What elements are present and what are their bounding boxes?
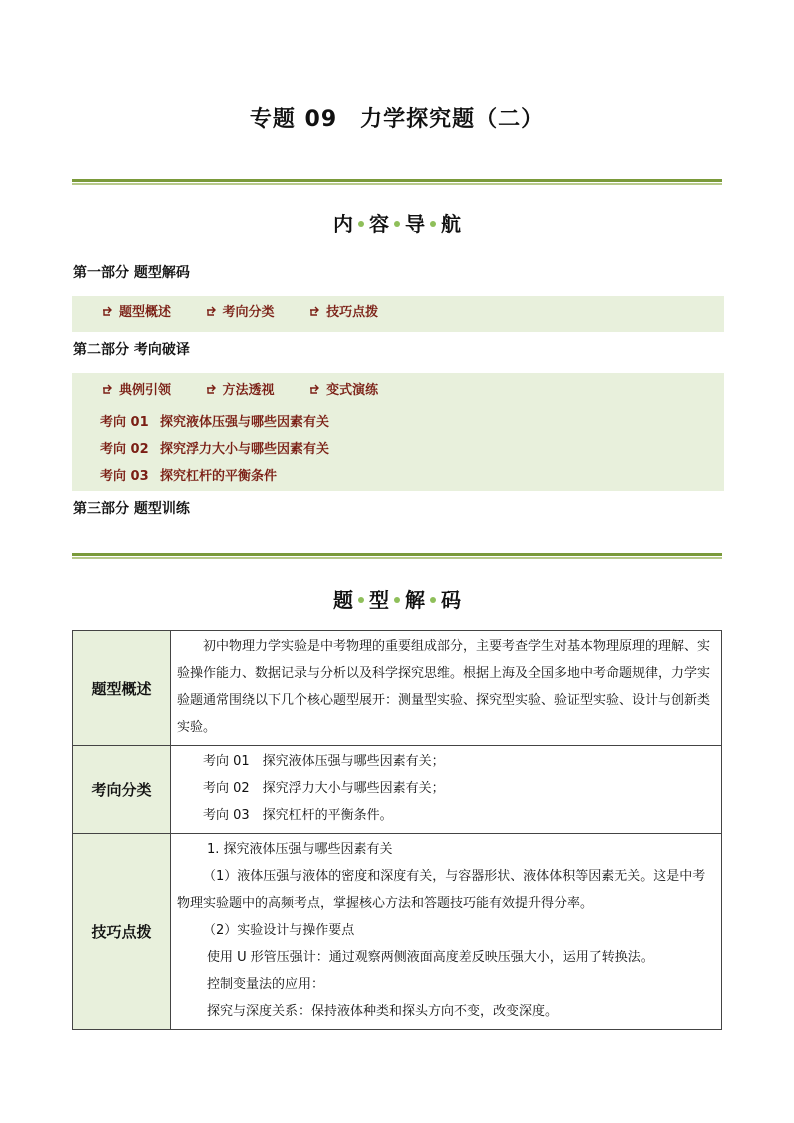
row-body: 初中物理力学实验是中考物理的重要组成部分，主要考查学生对基本物理原理的理解、实验操作能力、数据记录与分析以及科学探究思维。根据上海及全国多地中考命题规律，力学实验题通常围绕以下几个核心题型展开：测量型实验、探究型实验、验证型实验、设计与创新类实验。 [171,631,722,746]
green-dot-icon [358,597,364,603]
pointing-hand-icon [102,305,116,317]
nav-heading-char: 容 [369,212,389,236]
pointing-hand-icon [102,383,116,395]
pointing-hand-icon [309,383,323,395]
row-head: 技巧点拨 [73,834,171,1030]
green-dot-icon [394,221,400,227]
summary-table [72,630,722,1030]
tag-overview[interactable]: 题型概述 [102,301,171,320]
section-heading-char: 型 [369,588,389,612]
section-heading-char: 题 [333,588,353,612]
table-row [73,834,722,1030]
green-dot-icon [394,597,400,603]
part1-heading: 第一部分 题型解码 [73,265,190,281]
row-head: 考向分类 [73,746,171,834]
part2-heading: 第二部分 考向破译 [73,342,190,358]
part1-band [72,296,724,332]
section-heading-char: 解 [405,588,425,612]
section-heading-char: 码 [441,588,461,612]
tag-tips[interactable]: 技巧点拨 [309,301,378,320]
pointing-hand-icon [309,305,323,317]
table-row [73,746,722,834]
row-body: 考向 01 探究液体压强与哪些因素有关； 考向 02 探究浮力大小与哪些因素有关； 考向 03 探究杠杆的平衡条件。 [171,746,722,834]
nav-heading [0,208,794,237]
table-row [73,631,722,746]
section-heading [0,584,794,613]
document-title: 专题 09 力学探究题（二） [249,107,545,132]
tag-practice[interactable]: 变式演练 [309,379,378,398]
part3-heading: 第三部分 题型训练 [73,501,190,517]
divider-rule [72,179,722,186]
row-body: 1. 探究液体压强与哪些因素有关 （1）液体压强与液体的密度和深度有关，与容器形状、液体体积等因素无关。这是中考物理实验题中的高频考点，掌握核心方法和答题技巧能有效提升得分率。 （2）实验设计与操作要点 使用 U 形管压强计：通过观察两侧液面高度差反映压强大小，运用了转换法。 控制变量法的应用： 探究与深度关系：保持液体种类和探头方向不变，改变深度。 [171,834,722,1030]
row-head: 题型概述 [73,631,171,746]
green-dot-icon [430,597,436,603]
tag-classification[interactable]: 考向分类 [206,301,275,320]
pointing-hand-icon [206,305,220,317]
tag-examples[interactable]: 典例引领 [102,379,171,398]
nav-heading-char: 内 [333,212,353,236]
kaoxiang-link[interactable]: 考向 02 探究浮力大小与哪些因素有关 [100,442,330,457]
nav-heading-char: 导 [405,212,425,236]
green-dot-icon [358,221,364,227]
divider-rule [72,553,722,560]
pointing-hand-icon [206,383,220,395]
nav-heading-char: 航 [441,212,461,236]
green-dot-icon [430,221,436,227]
tag-methods[interactable]: 方法透视 [206,379,275,398]
part2-band [72,373,724,491]
kaoxiang-link[interactable]: 考向 03 探究杠杆的平衡条件 [100,469,278,484]
kaoxiang-link[interactable]: 考向 01 探究液体压强与哪些因素有关 [100,415,330,430]
